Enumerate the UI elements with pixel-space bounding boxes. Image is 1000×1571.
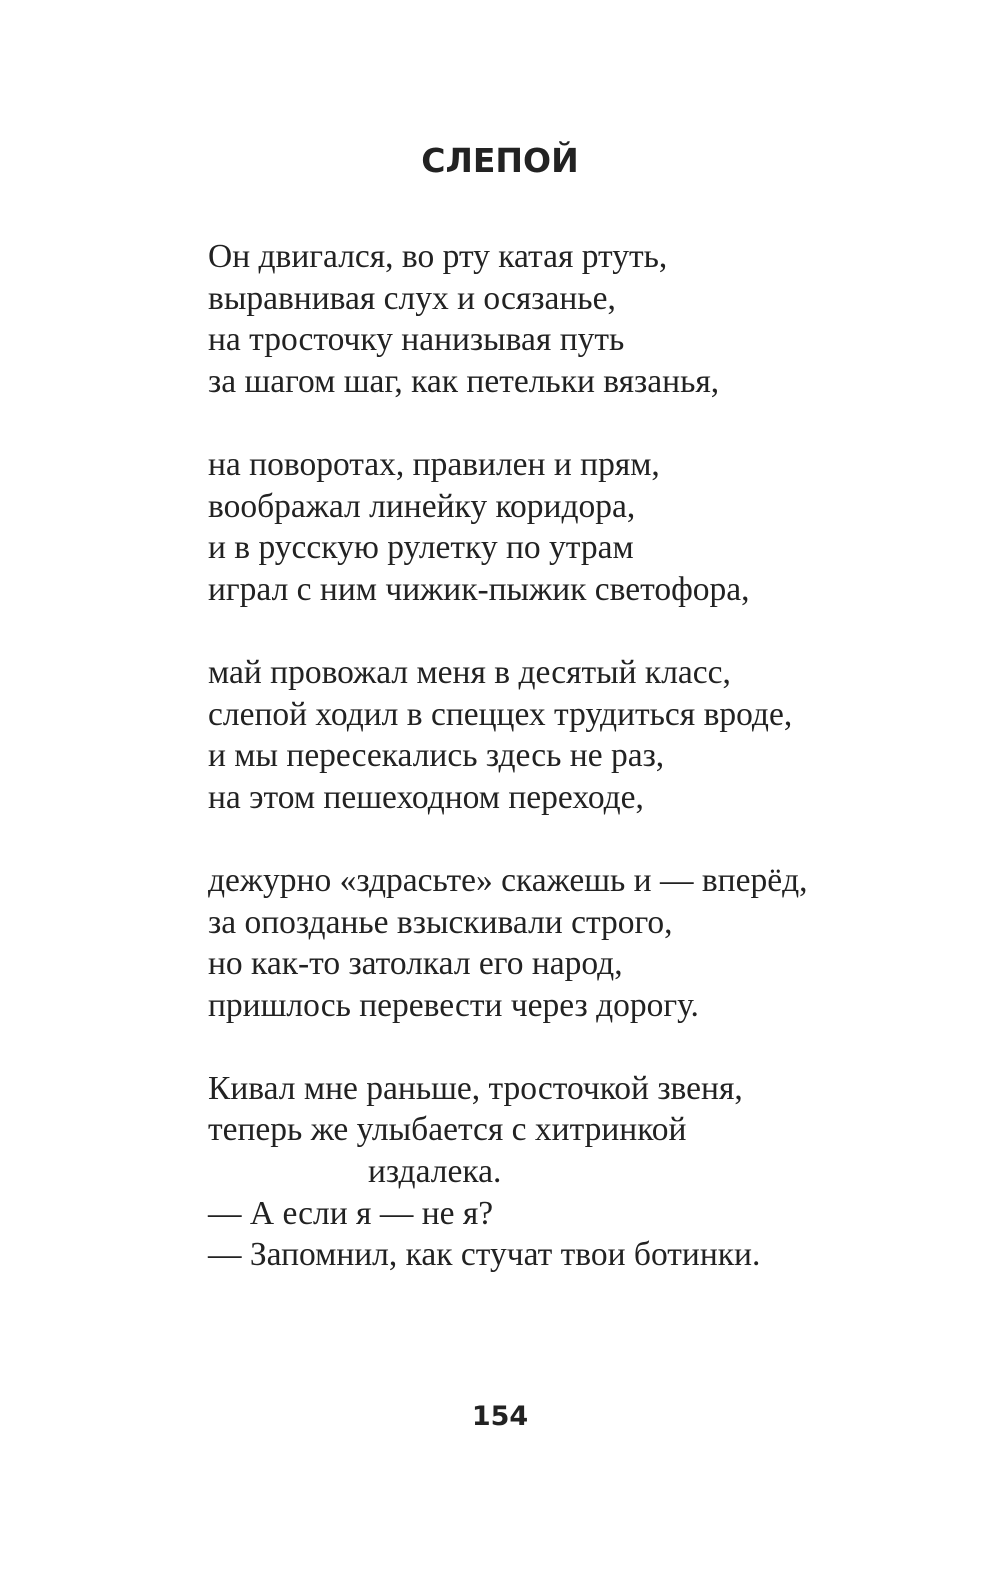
poem-line: и мы пересекались здесь не раз, <box>208 737 665 775</box>
poem-line-indented: издалека. <box>368 1153 502 1191</box>
stanza-2 <box>208 444 928 610</box>
stanza-3 <box>208 652 928 818</box>
poem-line: теперь же улыбается с хитринкой <box>208 1111 687 1149</box>
poem-line: Кивал мне раньше, тросточкой звеня, <box>208 1069 743 1107</box>
stanza-gap <box>208 818 928 860</box>
stanza-gap <box>208 402 928 444</box>
dialogue-line: — Запомнил, как стучат твои ботинки. <box>208 1236 761 1274</box>
page-number: 154 <box>471 1401 529 1432</box>
poem-title: СЛЕПОЙ <box>421 141 579 180</box>
poem-line: слепой ходил в спеццех трудиться вроде, <box>208 695 793 733</box>
poem-line: воображал линейку коридора, <box>208 487 636 525</box>
poem-line: на этом пешеходном переходе, <box>208 778 644 816</box>
stanza-gap <box>208 610 928 652</box>
poem-line: дежурно «здрасьте» скажешь и — вперёд, <box>208 861 808 899</box>
poem-line: пришлось перевести через дорогу. <box>208 986 699 1024</box>
poem-line: на поворотах, правилен и прям, <box>208 445 660 483</box>
poem-line: но как-то затолкал его народ, <box>208 945 623 983</box>
stanza-5 <box>208 1068 928 1276</box>
poem-line: играл с ним чижик-пыжик светофора, <box>208 570 750 608</box>
poem-line: за шагом шаг, как петельки вязанья, <box>208 362 720 400</box>
poem-line: май провожал меня в десятый класс, <box>208 653 731 691</box>
poem-line: и в русскую рулетку по утрам <box>208 529 634 567</box>
stanza-gap <box>208 1026 928 1068</box>
stanza-4 <box>208 860 928 1026</box>
poem-line: выравнивая слух и осязанье, <box>208 279 616 317</box>
dialogue-line: — А если я — не я? <box>208 1194 494 1232</box>
poem-line: на тросточку нанизывая путь <box>208 321 625 359</box>
stanza-1 <box>208 236 928 402</box>
poem-line: Он двигался, во рту катая ртуть, <box>208 238 668 275</box>
poem-body <box>208 236 928 1276</box>
poem-line: за опозданье взыскивали строго, <box>208 903 673 941</box>
